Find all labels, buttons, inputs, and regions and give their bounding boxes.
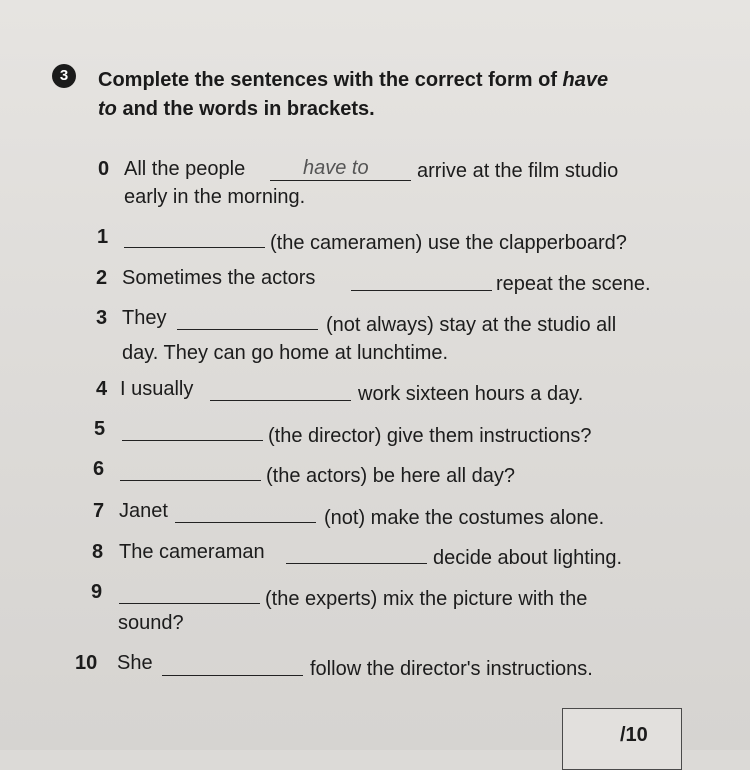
instruction-italic-have: have xyxy=(562,69,609,91)
item-number: 3 xyxy=(96,307,108,329)
item-number: 2 xyxy=(96,267,108,289)
answer-blank[interactable] xyxy=(120,480,261,481)
item-number: 1 xyxy=(97,226,109,248)
instruction-text-2: and the words in brackets. xyxy=(116,98,375,120)
item-text-after: repeat the scene. xyxy=(496,273,651,295)
item-number: 7 xyxy=(93,500,105,522)
instruction-italic-to: to xyxy=(98,98,117,120)
item-text-after: follow the director's instructions. xyxy=(310,658,593,680)
item-text-before: Janet xyxy=(119,500,168,522)
item-text-after: (the cameramen) use the clapperboard? xyxy=(270,232,627,254)
item-text-continuation: early in the morning. xyxy=(124,186,306,208)
answer-blank[interactable] xyxy=(119,603,260,604)
item-text-continuation: sound? xyxy=(118,612,184,634)
instruction-text-1: Complete the sentences with the correct form of xyxy=(98,69,563,91)
answer-blank[interactable] xyxy=(351,290,492,291)
exercise-instruction xyxy=(98,66,698,124)
item-text-after: work sixteen hours a day. xyxy=(358,383,584,405)
item-number: 10 xyxy=(75,652,98,674)
answer-blank[interactable] xyxy=(162,675,303,676)
item-text-before: The cameraman xyxy=(119,541,265,563)
answer-blank[interactable] xyxy=(210,400,351,401)
item-text-after: (not always) stay at the studio all xyxy=(326,314,617,336)
item-text-before: Sometimes the actors xyxy=(122,267,316,289)
score-total: /10 xyxy=(620,724,648,746)
item-text-after: arrive at the film studio xyxy=(417,160,619,182)
item-text-before: They xyxy=(122,307,167,329)
answer-blank[interactable] xyxy=(177,329,318,330)
item-text-before: All the people xyxy=(124,158,246,180)
answer-blank[interactable] xyxy=(175,522,316,523)
item-text-before: I usually xyxy=(120,378,194,400)
item-number: 8 xyxy=(92,541,104,563)
item-number: 6 xyxy=(93,458,105,480)
item-number: 5 xyxy=(94,418,106,440)
item-text-after: decide about lighting. xyxy=(433,547,623,569)
item-text-continuation: day. They can go home at lunchtime. xyxy=(122,342,449,364)
item-number: 4 xyxy=(96,378,108,400)
exercise-number-badge: 3 xyxy=(52,64,76,88)
item-number: 0 xyxy=(98,158,110,180)
answer-blank[interactable] xyxy=(122,440,263,441)
example-answer: have to xyxy=(303,157,369,179)
item-number: 9 xyxy=(91,581,103,603)
item-text-after: (the director) give them instructions? xyxy=(268,425,592,447)
answer-blank[interactable] xyxy=(286,563,427,564)
answer-blank[interactable] xyxy=(124,247,265,248)
item-text-before: She xyxy=(117,652,153,674)
item-text-after: (the actors) be here all day? xyxy=(266,465,516,487)
item-text-after: (not) make the costumes alone. xyxy=(324,507,605,529)
item-text-after: (the experts) mix the picture with the xyxy=(265,588,588,610)
